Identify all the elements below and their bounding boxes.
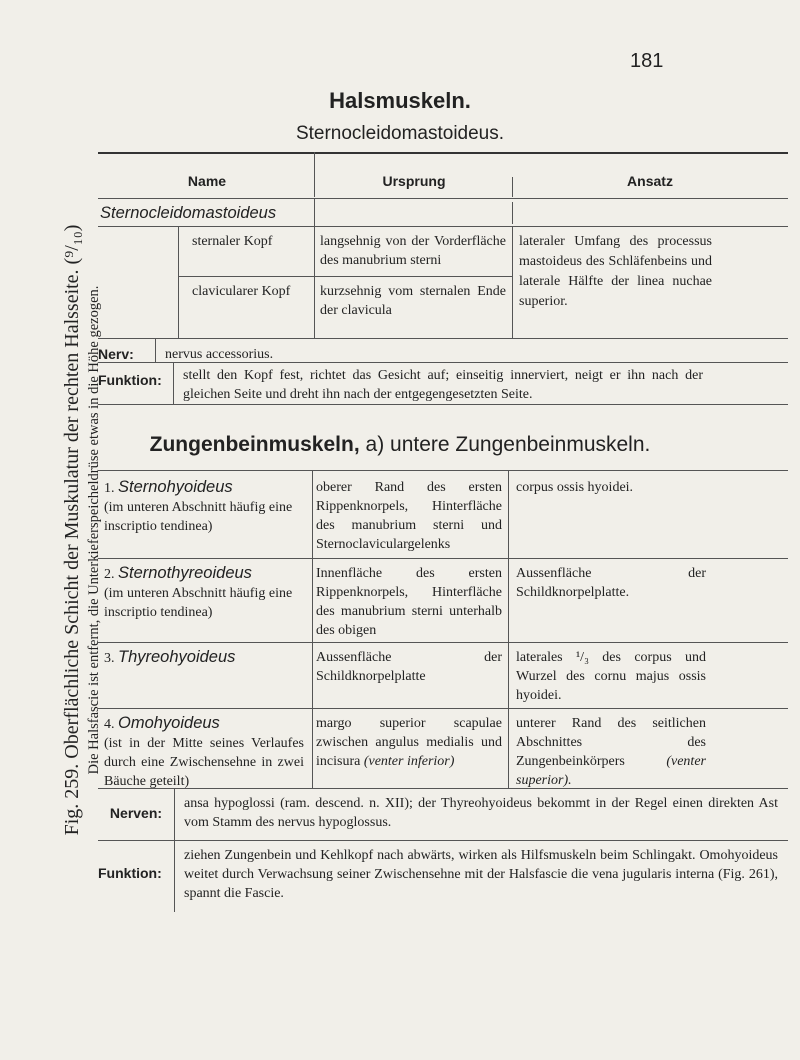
row-ansatz-italic: (venter superior). [516,754,706,788]
table-row [104,714,304,791]
section-subtitle: Sternocleidomastoideus. [295,123,505,144]
row-ansatz [516,714,706,790]
nerven-text: ansa hypoglossi (ram. descend. n. XII); der Thyreohyoideus bekommt in der Regel einen direkten Ast vom Stamm des nervus hypoglossus. [184,796,778,830]
part-ursprung: langsehnig von der Vorderfläche des manubrium sterni [320,234,506,268]
row-ursprung: Innenfläche des ersten Rippenknorpels, Hinterfläche des manubrium sterni unterhalb des obigen [316,566,502,638]
section-title-main: Zungenbeinmuskeln, [149,433,360,456]
row-ansatz-text: unterer Rand des seitlichen Abschnittes des Zungenbeinkörpers [516,716,706,769]
funktion-label: Funktion: [98,865,162,881]
row-number: 2. [104,567,115,582]
part-name: sternaler Kopf [192,234,273,249]
row-ursprung-italic: (venter inferior) [363,754,455,769]
header-ursprung: Ursprung [382,173,446,189]
section-title [0,433,800,457]
nerv-label: Nerv: [98,346,134,362]
ansatz-text: lateraler Umfang des processus mastoideus des Schläfenbeins und laterale Hälfte der linea nuchae superior. [519,234,712,309]
muscle-name: Sternothyreoideus [118,564,252,582]
table-row [104,648,304,668]
row-number: 4. [104,717,115,732]
table-row [104,564,304,622]
part-name: clavicularer Kopf [192,284,291,299]
row-ursprung: Aussenfläche der Schildknorpelplatte [316,650,502,684]
part-ursprung: kurzsehnig vom sternalen Ende der clavicula [320,284,506,318]
muscle-name: Sternohyoideus [118,478,233,496]
funktion-label: Funktion: [98,372,162,388]
nerven-label: Nerven: [109,805,163,821]
row-number: 1. [104,481,115,496]
figure-caption-note: Die Halsfascie ist entfernt, die Unterkieferspeicheldrüse etwas in die Höhe gezogen. [86,285,102,775]
row-ansatz: laterales ¹/₃ des corpus und Wurzel des cornu majus ossis hyoidei. [516,650,706,703]
funktion-text: stellt den Kopf fest, richtet das Gesicht auf; einseitig innerviert, neigt er ihn nach der gleichen Seite und dreht ihn nach der entgegengesetzten Seite. [183,368,703,402]
muscle-name: Thyreohyoideus [118,648,236,666]
row-ursprung [316,714,502,771]
sternocleidomastoideus-table [98,152,788,404]
funktion-text: ziehen Zungenbein und Kehlkopf nach abwärts, wirken als Hilfsmuskeln beim Schlingakt. Omohyoideus weitet durch Verwachsung seiner Zwischensehne mit der Halsfascie die vena jugularis interna (Fig. 261), spannt die Fascie. [184,848,778,901]
muscle-note: (im unteren Abschnitt häufig eine inscriptio tendinea) [104,586,293,620]
muscle-name: Sternocleidomastoideus [100,204,277,222]
row-number: 3. [104,651,115,666]
row-ansatz: Aussenfläche der Schildknorpelplatte. [516,566,706,600]
header-name: Name [187,173,227,189]
row-ansatz: corpus ossis hyoidei. [516,480,634,495]
page-number: 181 [630,50,664,72]
zungenbeinmuskeln-table [98,470,788,901]
muscle-note: (im unteren Abschnitt häufig eine inscriptio tendinea) [104,500,293,534]
muscle-note: (ist in der Mitte seines Verlaufes durch eine Zwischensehne in zwei Bäuche geteilt) [104,736,304,789]
row-ursprung-text: margo superior scapulae zwischen angulus medialis und incisura [316,716,502,769]
nerv-text: nervus accessorius. [165,347,274,362]
section-title-sub: a) untere Zungenbeinmuskeln. [365,433,651,456]
row-ursprung: oberer Rand des ersten Rippenknorpels, Hinterfläche des manubrium sterni und Sternoclaviculargelenks [316,480,502,552]
section-title: Halsmuskeln. [329,88,471,113]
figure-caption-title: Fig. 259. Oberflächliche Schicht der Muskulatur der rechten Halsseite. (⁹/₁₀) [61,224,83,836]
header-ansatz: Ansatz [627,173,673,189]
table-row [104,478,304,536]
muscle-name: Omohyoideus [118,714,220,732]
